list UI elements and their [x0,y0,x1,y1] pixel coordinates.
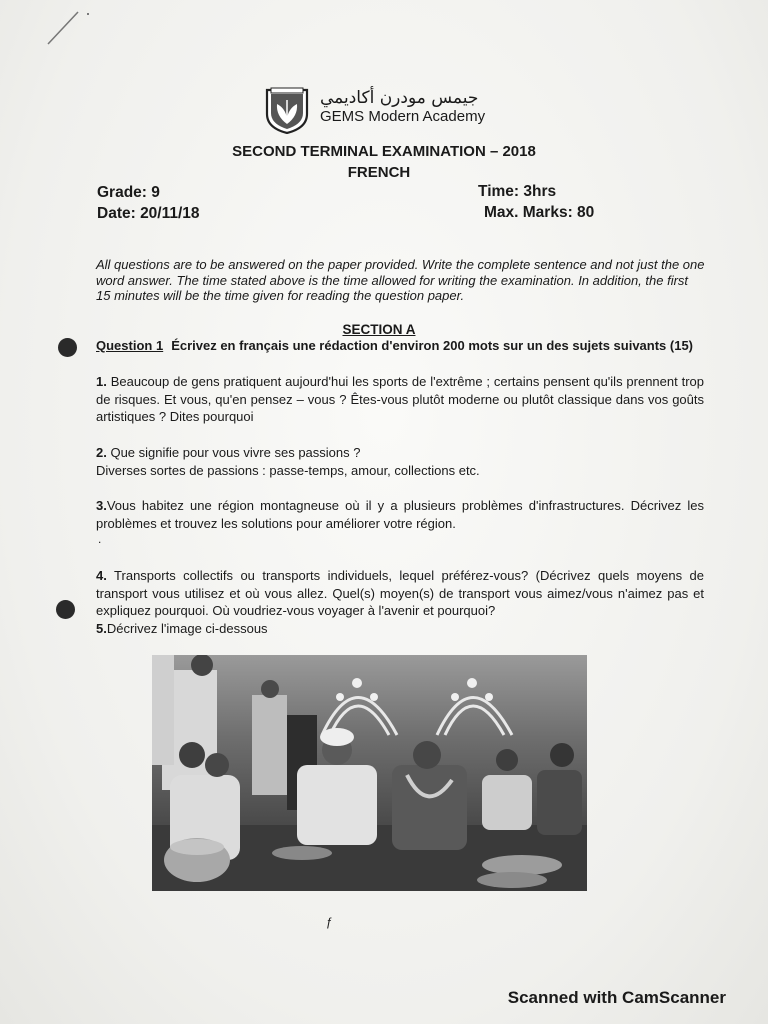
max-marks-label: Max. Marks: 80 [484,204,595,221]
topic-3-number: 3. [96,498,107,513]
exam-instructions: All questions are to be answered on the paper provided. Write the complete sentence and not just the one word answer. The time stated above is the time allowed for writing the examination. In addition, the first 15 minutes will be the time given for reading the question paper. [96,257,705,303]
topic-2-subtext: Diverses sortes de passions : passe-temps, amour, collections etc. [96,462,480,478]
exam-title: SECOND TERMINAL EXAMINATION – 2018 [232,143,536,160]
topic-5-text: Décrivez l'image ci-dessous [106,621,268,636]
topic-1-number: 1. [96,374,107,389]
topic-4 [96,567,704,620]
wedding-photo-icon [152,655,587,891]
topic-2-number: 2. [96,445,107,460]
topic-2-text: Que signifie pour vous vivre ses passions ? [106,445,361,460]
question-1-heading [96,338,708,354]
school-crest-icon [264,86,310,134]
stray-dot: . [98,532,102,546]
section-title: SECTION A [342,322,416,337]
scanner-watermark: Scanned with CamScanner [507,988,726,1007]
topic-1-text: Beaucoup de gens pratiquent aujourd'hui les sports de l'extrême ; certains pensent qu'ils prennent trop de risques. Et vous, qu'en pensez – vous ? Êtes-vous plutôt moderne ou plutôt classique dans vos goûts artistiques ? Dites pourquoi [96,374,704,424]
topic-4-text: Transports collectifs ou transports individuels, lequel préférez-vous? (Décrivez quels moyens de transport vous utilisez et où vous allez. Quel(s) moyen(s) de transport vous aimez/vous n'aimez pas et expliquez pourquoi. Où voudriez-vous voyager à l'avenir et pourquoi? [96,568,704,618]
topic-3-text: Vous habitez une région montagneuse où il y a plusieurs problèmes d'infrastructures. Décrivez les problèmes et trouvez les solutions pour améliorer votre région. [96,498,704,531]
time-label: Time: 3hrs [478,183,557,200]
question-1-label: Question 1 [96,338,164,353]
topic-1 [96,373,704,426]
school-arabic-name: جيمس مودرن أكاديمي [320,88,479,108]
school-header [264,86,524,136]
school-english-name: GEMS Modern Academy [320,108,486,125]
date-label: Date: 20/11/18 [97,205,200,222]
topic-5 [96,620,704,638]
topic-3 [96,497,704,532]
stray-mark: ƒ [326,915,333,929]
topic-5-number: 5. [96,621,107,636]
grade-label: Grade: 9 [97,184,160,201]
pen-mark-icon [44,8,94,48]
punch-hole-top [58,338,77,357]
topic-2 [96,444,704,479]
topic-4-number: 4. [96,568,107,583]
exam-subject: FRENCH [347,164,411,181]
punch-hole-bottom [56,600,75,619]
question-1-prompt: Écrivez en français une rédaction d'environ 200 mots sur un des sujets suivants (15) [171,338,694,353]
